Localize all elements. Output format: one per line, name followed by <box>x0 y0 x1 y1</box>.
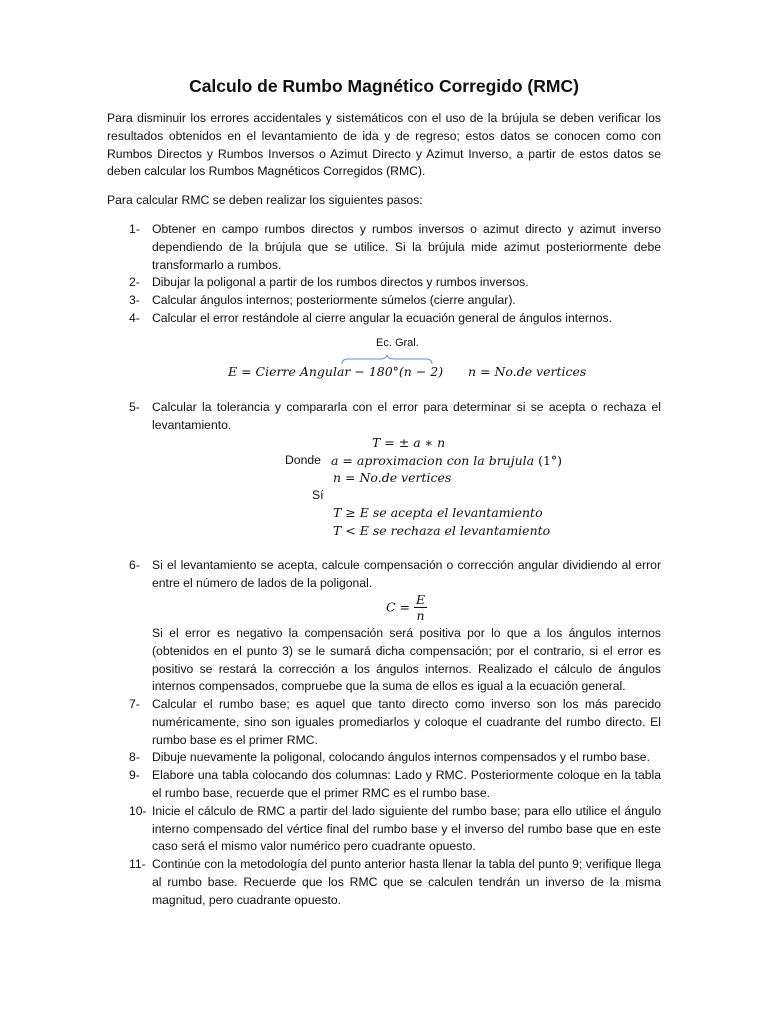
steps-list-d <box>107 696 661 910</box>
step-5 <box>107 399 661 435</box>
error-equation <box>228 363 443 381</box>
steps-intro: Para calcular RMC se deben realizar los siguientes pasos: <box>107 193 423 207</box>
step-number: 6- <box>129 558 140 572</box>
step-text: Si el levantamiento se acepta, calcule compensación o corrección angular dividiendo al error entre el número de lados de la poligonal. <box>152 558 661 590</box>
fraction-numerator: E <box>416 592 426 607</box>
step-number: 7- <box>129 697 140 711</box>
compensation-lhs: C = <box>386 599 414 615</box>
compensation-equation <box>386 592 427 623</box>
step-4 <box>107 310 661 328</box>
step-number: 3- <box>129 293 140 308</box>
steps-list-c <box>107 557 661 593</box>
approximation-text: a = aproximacion con la brujula <box>331 453 539 468</box>
step-number: 1- <box>129 222 140 236</box>
step-3 <box>107 292 661 310</box>
reject-condition: T < E se rechaza el levantamiento <box>333 523 551 538</box>
fraction-denominator: n <box>416 608 425 623</box>
step-text: Dibuje nuevamente la poligonal, colocando ángulos internos compensados y el rumbo base. <box>152 750 650 765</box>
step-text: Inicie el cálculo de RMC a partir del lado siguiente del rumbo base; para ello utilice el ángulo interno compensado del vértice final del rumbo base y el inverso del rumbo base que en este caso será el mismo valor numérico pero cuadrante opuesto. <box>152 803 661 854</box>
general-equation: 180°(n − 2) <box>368 364 444 379</box>
page-title: Calculo de Rumbo Magnético Corregido (RMC) <box>189 76 579 96</box>
step-text: Calcular ángulos internos; posteriormente súmelos (cierre angular). <box>152 293 516 308</box>
step-1 <box>107 221 661 274</box>
tolerance-equation: T = ± a ∗ n <box>372 435 446 450</box>
steps-list-b <box>107 399 661 435</box>
step-text: Dibujar la poligonal a partir de los rumbos directos y rumbos inversos. <box>152 275 529 290</box>
approximation-value: (1°) <box>538 453 563 468</box>
compensation-fraction <box>414 592 427 623</box>
approximation-definition <box>331 452 562 470</box>
step-8 <box>107 749 661 767</box>
step-number: 4- <box>129 310 140 325</box>
step-number: 9- <box>129 768 140 783</box>
si-label: Sí <box>312 488 324 502</box>
step-11 <box>107 856 661 909</box>
step-number: 10- <box>129 803 147 818</box>
step-text: Calcular la tolerancia y compararla con el error para determinar si se acepta o rechaza el levantamiento. <box>152 400 661 432</box>
step-number: 11- <box>129 857 146 872</box>
donde-label: Donde <box>285 453 321 467</box>
error-equation-left: E = Cierre Angular − <box>228 364 369 379</box>
accept-condition: T ≥ E se acepta el levantamiento <box>333 505 543 520</box>
step-6 <box>107 557 661 593</box>
vertices-definition: n = No.de vertices <box>468 364 587 379</box>
step-text: Continúe con la metodología del punto anterior hasta llenar la tabla del punto 9; verifique llega al rumbo base. Recuerde que los RMC que se calculen tendrán un inverso de la misma magnitud, pero cuadrante opuesto. <box>152 857 661 907</box>
step-2 <box>107 274 661 292</box>
step-number: 8- <box>129 750 140 765</box>
step-7 <box>107 696 661 749</box>
step-text: Elabore una tabla colocando dos columnas: Lado y RMC. Posteriormente coloque en la tabla el rumbo base, recuerde que el primer RMC es el rumbo base. <box>152 768 661 800</box>
step-number: 2- <box>129 275 140 290</box>
step-text: Obtener en campo rumbos directos y rumbos inversos o azimut directo y azimut inverso dependiendo de la brújula que se utilice. Si la brújula mide azimut posteriormente debe transformarlo a rumbos. <box>152 222 661 272</box>
compensation-note: Si el error es negativo la compensación será positiva por lo que a los ángulos internos (obtenidos en el punto 3) se le sumará dicha compensación; por el contrario, si el error es positivo se restará la corrección a los ángulos internos. Realizado el cálculo de ángulos internos compensados, compruebe que la suma de ellos es igual a la ecuación general. <box>152 626 661 694</box>
equation-label: Ec. Gral. <box>376 337 419 349</box>
step-text: Calcular el error restándole al cierre angular la ecuación general de ángulos internos. <box>152 310 613 325</box>
step-text: Calcular el rumbo base; es aquel que tanto directo como inverso son los más parecido numéricamente, sino son iguales promediarlos y coloque el cuadrante del rumbo directo. El rumbo base es el primer RMC. <box>152 697 661 747</box>
intro-paragraph: Para disminuir los errores accidentales y sistemáticos con el uso de la brújula se deben verificar los resultados obtenidos en el levantamiento de ida y de regreso; estos datos se conocen como con Rumbos Directos y Rumbos Inversos o Azimut Directo y Azimut Inverso, a partir de estos datos se deben calcular los Rumbos Magnéticos Corregidos (RMC). <box>107 111 661 179</box>
step-10 <box>107 803 661 856</box>
vertices-definition-2: n = No.de vertices <box>333 470 452 485</box>
steps-list-a <box>107 221 661 328</box>
step-9 <box>107 767 661 803</box>
step-number: 5- <box>129 400 140 414</box>
